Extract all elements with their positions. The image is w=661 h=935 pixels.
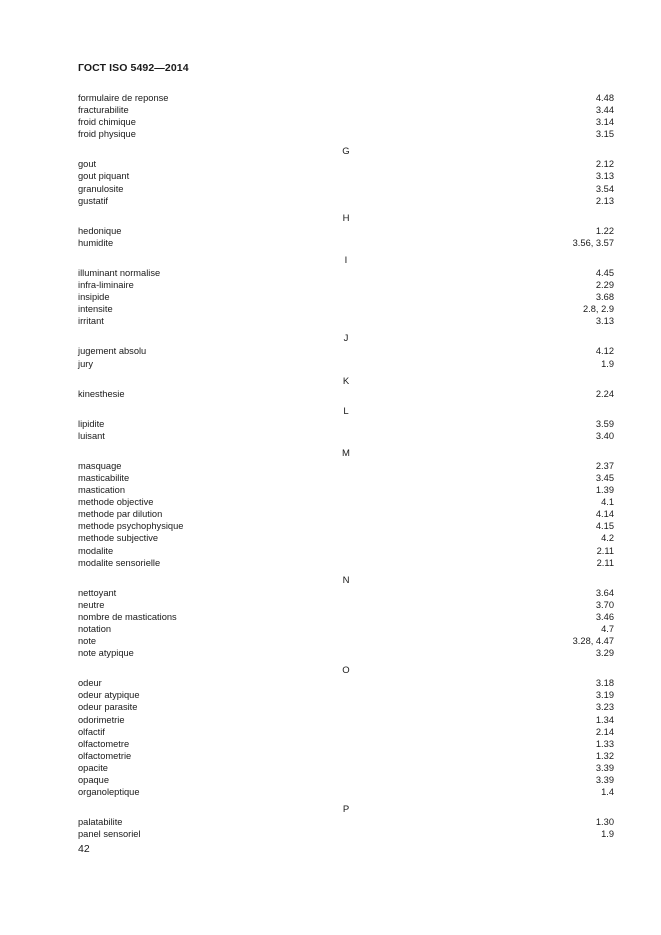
index-reference: 4.45: [595, 267, 614, 278]
index-entry: [78, 738, 614, 750]
index-reference: 1.9: [601, 829, 614, 840]
section-letter: L: [343, 405, 349, 417]
index-term: masticabilite: [78, 472, 130, 483]
index-term: nombre de mastications: [78, 611, 177, 622]
index-entry: [78, 92, 614, 104]
index-reference: 4.14: [595, 509, 614, 520]
index-term: neutre: [78, 599, 105, 610]
index-reference: 3.45: [595, 472, 614, 483]
index-term: froid physique: [78, 129, 136, 140]
index-list: [78, 92, 614, 840]
index-reference: 1.32: [595, 750, 614, 761]
index-term: panel sensoriel: [78, 829, 141, 840]
page-header: ГОСТ ISO 5492—2014: [78, 62, 189, 74]
index-entry: [78, 532, 614, 544]
index-term: odorimetrie: [78, 714, 125, 725]
index-reference: 3.59: [595, 418, 614, 429]
index-entry: [78, 689, 614, 701]
index-term: methode par dilution: [78, 509, 163, 520]
index-entry: [78, 345, 614, 357]
index-entry: [78, 774, 614, 786]
index-entry: [78, 279, 614, 291]
index-term: methode subjective: [78, 533, 159, 544]
index-entry: [78, 786, 614, 798]
index-reference: 3.19: [595, 690, 614, 701]
index-term: masquage: [78, 460, 122, 471]
index-section-j: [78, 333, 614, 369]
index-section-p: [78, 804, 614, 840]
index-reference: 2.11: [596, 557, 614, 568]
index-reference: 1.22: [595, 225, 614, 236]
index-term: organoleptique: [78, 787, 140, 798]
index-entry: [78, 557, 614, 569]
section-letter: M: [342, 447, 350, 459]
index-reference: 1.30: [595, 817, 614, 828]
index-term: gustatif: [78, 195, 108, 206]
index-entry: [78, 158, 614, 170]
index-term: mastication: [78, 485, 126, 496]
index-section-m: [78, 448, 614, 569]
index-reference: 3.40: [595, 430, 614, 441]
index-reference: 3.44: [595, 105, 614, 116]
section-letter: H: [342, 212, 350, 224]
index-term: olfactometre: [78, 738, 130, 749]
index-term: note atypique: [78, 648, 134, 659]
index-entry: [78, 750, 614, 762]
index-reference: 3.13: [595, 171, 614, 182]
index-term: opacite: [78, 762, 108, 773]
index-reference: 2.13: [595, 195, 614, 206]
index-entry: [78, 816, 614, 828]
index-term: fracturabilite: [78, 105, 129, 116]
index-term: humidite: [78, 237, 114, 248]
index-entry: [78, 430, 614, 442]
index-entry: [78, 520, 614, 532]
index-entry: [78, 587, 614, 599]
index-entry: [78, 315, 614, 327]
index-reference: 3.64: [595, 587, 614, 598]
index-term: olfactif: [78, 726, 105, 737]
index-term: methode psychophysique: [78, 521, 184, 532]
index-entry: [78, 701, 614, 713]
index-reference: 3.13: [595, 316, 614, 327]
index-term: methode objective: [78, 497, 154, 508]
index-entry: [78, 611, 614, 623]
index-entry: [78, 623, 614, 635]
index-entry: [78, 303, 614, 315]
index-term: formulaire de reponse: [78, 93, 169, 103]
index-reference: 3.14: [595, 117, 614, 128]
index-reference: 2.11: [596, 545, 614, 556]
index-entry: [78, 599, 614, 611]
index-term: odeur: [78, 678, 102, 689]
index-term: notation: [78, 624, 112, 634]
index-reference: 3.39: [595, 775, 614, 786]
index-term: lipidite: [78, 418, 105, 429]
index-term: kinesthesie: [78, 388, 125, 399]
index-section-k: [78, 376, 614, 400]
index-term: infra-liminaire: [78, 280, 134, 291]
index-entry: [78, 496, 614, 508]
index-entry: [78, 545, 614, 557]
index-reference: 4.15: [595, 521, 614, 532]
section-letter: O: [342, 665, 350, 677]
index-reference: 2.24: [595, 388, 614, 399]
index-term: opaque: [78, 775, 110, 786]
index-term: palatabilite: [78, 817, 123, 828]
index-entry: [78, 418, 614, 430]
index-term: irritant: [78, 316, 104, 327]
index-entry: [78, 472, 614, 484]
index-entry: [78, 237, 614, 249]
index-term: jury: [78, 358, 93, 369]
index-section-continued: [78, 92, 614, 140]
index-section-g: [78, 146, 614, 206]
index-reference: 3.15: [595, 129, 614, 140]
index-section-h: [78, 213, 614, 249]
index-reference: 3.46: [595, 611, 614, 622]
index-entry: [78, 677, 614, 689]
index-entry: [78, 104, 614, 116]
index-reference: 1.39: [595, 485, 614, 496]
index-entry: [78, 170, 614, 182]
section-letter: I: [344, 254, 348, 266]
index-reference: 1.34: [595, 714, 614, 725]
index-section-o: [78, 665, 614, 798]
index-entry: [78, 460, 614, 472]
index-term: hedonique: [78, 225, 122, 236]
index-entry: [78, 128, 614, 140]
index-section-i: [78, 255, 614, 327]
index-reference: 3.23: [595, 702, 614, 713]
index-entry: [78, 195, 614, 207]
index-term: olfactometrie: [78, 750, 132, 761]
index-term: note: [78, 636, 97, 647]
index-term: intensite: [78, 304, 113, 315]
index-entry: [78, 635, 614, 647]
index-entry: [78, 183, 614, 195]
index-reference: 3.39: [595, 762, 614, 773]
index-term: odeur atypique: [78, 690, 140, 701]
index-entry: [78, 388, 614, 400]
index-term: insipide: [78, 292, 110, 303]
index-entry: [78, 647, 614, 659]
index-term: odeur parasite: [78, 702, 138, 713]
index-reference: 2.8, 2.9: [582, 304, 614, 315]
index-reference: 4.12: [595, 346, 614, 357]
index-entry: [78, 726, 614, 738]
page-number: 42: [78, 843, 90, 855]
index-reference: 2.12: [595, 159, 614, 170]
index-entry: [78, 225, 614, 237]
index-reference: 3.70: [595, 599, 614, 610]
index-reference: 3.28, 4.47: [572, 636, 614, 647]
index-entry: [78, 291, 614, 303]
index-entry: [78, 484, 614, 496]
index-entry: [78, 762, 614, 774]
section-letter: P: [342, 804, 350, 816]
index-term: gout: [78, 159, 97, 170]
index-term: froid chimique: [78, 117, 136, 128]
index-reference: 1.9: [601, 358, 614, 369]
section-letter: K: [342, 375, 350, 387]
index-reference: 3.54: [595, 183, 614, 194]
index-reference: 4.48: [595, 93, 614, 103]
index-entry: [78, 508, 614, 520]
index-term: modalite: [78, 545, 114, 556]
index-reference: 3.29: [595, 648, 614, 659]
index-reference: 4.7: [601, 624, 614, 634]
index-term: jugement absolu: [78, 346, 147, 357]
index-reference: 1.4: [601, 787, 614, 798]
index-term: luisant: [78, 430, 105, 441]
index-reference: 3.68: [595, 292, 614, 303]
index-entry: [78, 116, 614, 128]
index-term: modalite sensorielle: [78, 557, 161, 568]
index-entry: [78, 828, 614, 840]
index-reference: 2.29: [595, 280, 614, 291]
index-reference: 3.56, 3.57: [572, 237, 614, 248]
index-reference: 3.18: [595, 678, 614, 689]
index-entry: [78, 714, 614, 726]
index-reference: 4.2: [601, 533, 614, 544]
index-entry: [78, 267, 614, 279]
index-section-n: [78, 575, 614, 660]
index-term: granulosite: [78, 183, 124, 194]
index-reference: 4.1: [601, 497, 614, 508]
section-letter: N: [342, 574, 350, 586]
index-reference: 2.37: [595, 460, 614, 471]
section-letter: J: [343, 333, 349, 345]
index-term: nettoyant: [78, 587, 117, 598]
index-term: gout piquant: [78, 171, 130, 182]
index-reference: 2.14: [595, 726, 614, 737]
index-entry: [78, 358, 614, 370]
index-section-l: [78, 406, 614, 442]
index-term: illuminant normalise: [78, 267, 161, 278]
index-reference: 1.33: [595, 738, 614, 749]
section-letter: G: [342, 146, 350, 158]
